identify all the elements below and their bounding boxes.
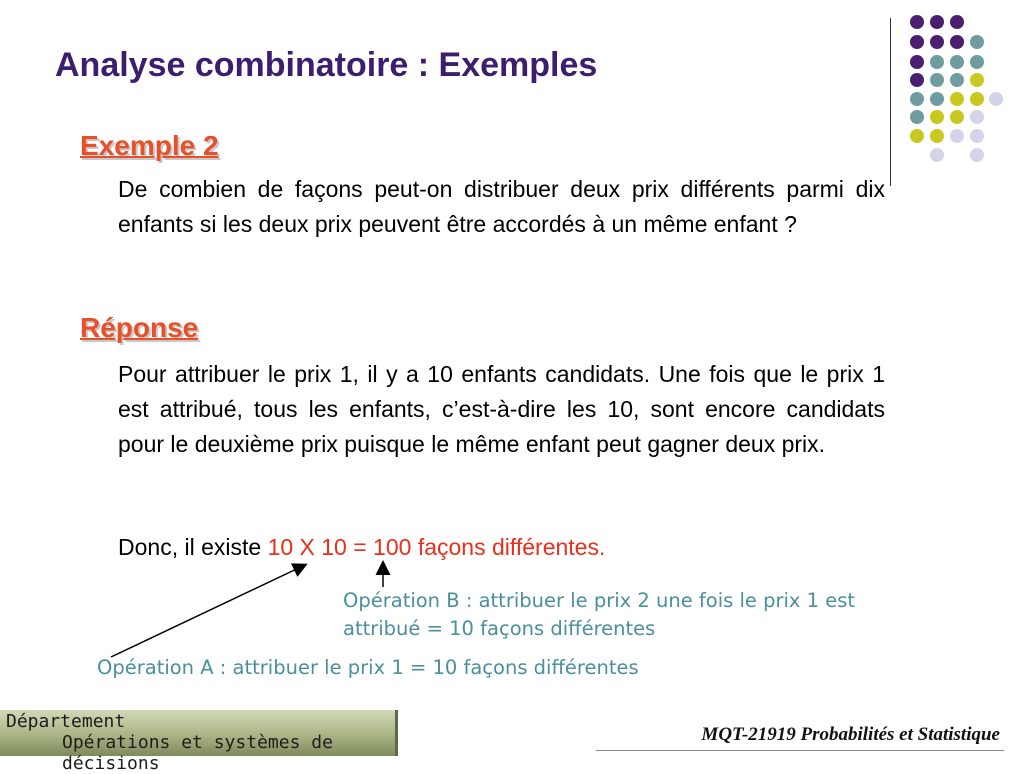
- slide-title: Analyse combinatoire : Exemples: [55, 46, 598, 84]
- arrow-operation-a: [111, 565, 305, 657]
- footer-underline: [596, 750, 1004, 751]
- operation-a-note: Opération A : attribuer le prix 1 = 10 façons différentes: [97, 656, 639, 679]
- operation-b-line-1: Opération B : attribuer le prix 2 une fois le prix 1 est: [343, 589, 856, 612]
- course-label: MQT-21919 Probabilités et Statistique: [701, 724, 1000, 745]
- department-logo: [0, 710, 398, 774]
- answer-text: Pour attribuer le prix 1, il y a 10 enfants candidats. Une fois que le prix 1 est attribué, tous les enfants, c’est-à-dire les 10, sont encore candidats pour le deuxième prix puisque le même enfant peut gagner deux prix.: [118, 361, 885, 457]
- example-heading: Exemple 2: [80, 130, 219, 161]
- answer-heading: Réponse: [80, 312, 199, 343]
- conclusion-result: 10 X 10 = 100 façons différentes.: [267, 534, 606, 560]
- conclusion-prefix: Donc, il existe: [118, 534, 268, 560]
- department-logo-line-2: Opérations et systèmes de décisions: [62, 732, 333, 774]
- operation-b-line-2: attribué = 10 façons différentes: [343, 617, 656, 640]
- example-text: De combien de façons peut-on distribuer deux prix différents parmi dix enfants si les deux prix peuvent être accordés à un même enfant ?: [118, 176, 885, 237]
- department-logo-line-1: Département: [6, 711, 126, 732]
